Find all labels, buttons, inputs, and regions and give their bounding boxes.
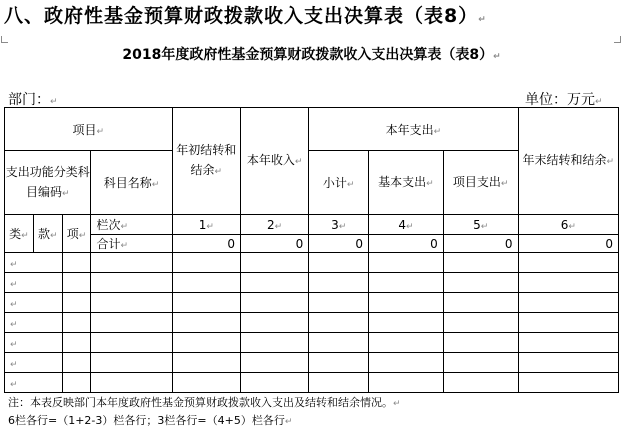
table-row [5,253,619,273]
total-value-3: 0 [309,235,369,253]
table-cell [369,253,444,273]
header-xiang: 项↵ [62,215,91,253]
row-code-cell: ↵ [5,273,63,293]
table-cell [62,293,91,313]
table-cell [240,313,308,333]
table-cell [91,333,172,353]
table-cell [369,373,444,393]
table-cell [443,313,518,333]
header-project: 项目支出↵ [443,151,518,215]
row-code-cell: ↵ [5,373,63,393]
department-label: 部门：↵ [8,92,58,108]
table-row [5,353,619,373]
table-cell [240,353,308,373]
table-cell [309,353,369,373]
table-cell [62,353,91,373]
header-subtotal: 小计↵ [309,151,369,215]
budget-table [4,107,619,393]
table-cell [240,273,308,293]
header-lei: 类↵ [5,215,34,253]
table-cell [62,253,91,273]
header-expense: 本年支出↵ [309,108,518,151]
footnote-1: 注：本表反映部门本年度政府性基金预算财政拨款收入支出及结转和结余情况。↵ [8,396,401,409]
total-row-label: 合计↵ [91,235,172,253]
table-row [5,273,619,293]
table-cell [518,293,618,313]
table-cell [240,373,308,393]
table-cell [62,313,91,333]
table-row [5,313,619,333]
table-cell [443,333,518,353]
header-subject-name: 科目名称↵ [91,151,172,215]
table-cell [309,333,369,353]
index-col-5: 5↵ [443,215,518,235]
row-code-cell: ↵ [5,253,63,273]
row-code-cell: ↵ [5,293,63,313]
table-cell [62,273,91,293]
index-row-label: 栏次↵ [91,215,172,235]
table-cell [91,253,172,273]
table-cell [91,373,172,393]
table-cell [91,313,172,333]
table-cell [62,373,91,393]
table-cell [240,293,308,313]
table-cell [443,293,518,313]
table-cell [369,353,444,373]
total-value-4: 0 [369,235,444,253]
table-cell [172,353,240,373]
row-code-cell: ↵ [5,313,63,333]
table-row [5,333,619,353]
total-value-1: 0 [172,235,240,253]
table-cell [172,273,240,293]
total-value-2: 0 [240,235,308,253]
total-row [5,235,619,253]
table-cell [309,313,369,333]
row-code-cell: ↵ [5,333,63,353]
table-cell [91,353,172,373]
table-cell [369,313,444,333]
index-col-4: 4↵ [369,215,444,235]
empty-rows [5,253,619,393]
table-cell [91,293,172,313]
index-col-1: 1↵ [172,215,240,235]
table-row [5,373,619,393]
table-cell [443,273,518,293]
table-cell [443,253,518,273]
table-cell [172,313,240,333]
table-cell [172,373,240,393]
header-begin-balance: 年初结转和结余↵ [172,108,240,215]
table-cell [309,273,369,293]
header-item: 项目↵ [5,108,173,151]
table-cell [518,313,618,333]
index-col-3: 3↵ [309,215,369,235]
header-kuan: 款↵ [33,215,62,253]
total-value-6: 0 [518,235,618,253]
table-cell [443,353,518,373]
table-cell [518,253,618,273]
index-col-6: 6↵ [518,215,618,235]
header-income: 本年收入↵ [240,108,308,215]
table-cell [518,333,618,353]
header-basic: 基本支出↵ [369,151,444,215]
section-heading: 八、政府性基金预算财政拨款收入支出决算表（表8）↵ [4,5,487,27]
table-cell [518,373,618,393]
footnote-2: 6栏各行=（1+2-3）栏各行；3栏各行=（4+5）栏各行↵ [8,414,293,427]
table-cell [172,293,240,313]
row-code-cell: ↵ [5,353,63,373]
table-cell [240,253,308,273]
table-cell [62,333,91,353]
table-cell [240,333,308,353]
table-cell [369,273,444,293]
table-cell [309,293,369,313]
table-cell [309,253,369,273]
table-cell [369,333,444,353]
unit-label: 单位：万元↵ [525,92,603,108]
index-col-2: 2↵ [240,215,308,235]
header-func-code: 支出功能分类科目编码↵ [5,151,91,215]
table-cell [309,373,369,393]
table-cell [518,353,618,373]
table-header [5,108,619,253]
table-cell [369,293,444,313]
table-cell [518,273,618,293]
total-value-5: 0 [443,235,518,253]
table-cell [443,373,518,393]
table-cell [172,253,240,273]
table-title: 2018年度政府性基金预算财政拨款收入支出决算表（表8）↵ [122,47,501,63]
table-row [5,293,619,313]
header-end-balance: 年末结转和结余↵ [518,108,618,215]
table-cell [91,273,172,293]
table-cell [172,333,240,353]
